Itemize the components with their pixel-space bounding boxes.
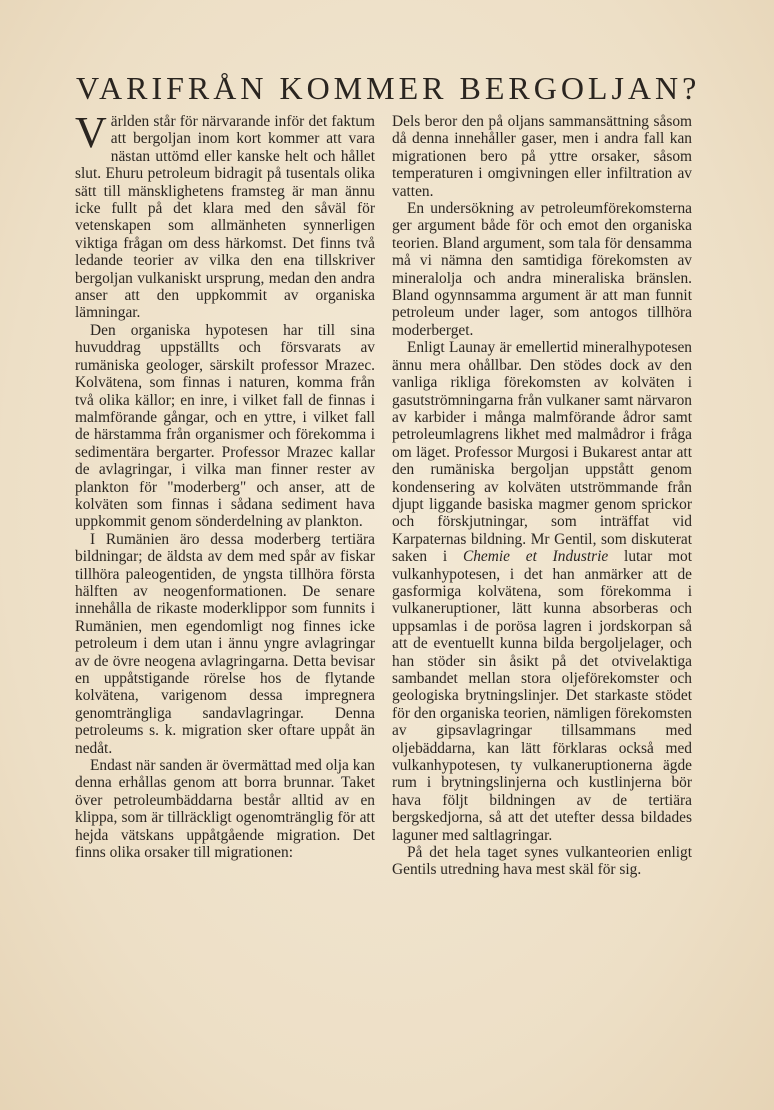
drop-cap: V xyxy=(75,108,107,157)
paragraph: Endast när sanden är övermättad med olja kan denna erhållas genom att borra brunnar. Taket över petroleumbäddarna består alltid av en klippa, som är tillräckligt ogenomtränglig för att hejda vätskans uppåtgående migration. Det finns olika orsaker till migrationen: xyxy=(75,757,375,862)
paragraph: Den organiska hypotesen har till sina huvuddrag uppställts och försvarats av rumäniska geologer, särskilt professor Mrazec. Kolvätena, som finnas i naturen, komma från två olika källor; en inre, i vilket fall de finnas i malmförande gångar, och en yttre, i vilket fall de härstamma från organismer och förekomma i sedimentära bergarter. Professor Mrazec kallar de avlagringar, i vilka man finner rester av plankton för "moderberg" och anser, att de kolväten som finnas i sådana sediment hava uppkommit genom sönderdelning av plankton. xyxy=(75,321,375,531)
paragraph: En undersökning av petroleumförekomsterna ger argument både för och emot den organiska teorien. Bland argument, som tala för densamma må vi nämna den samtidiga förekomsten av mineralolja och andra mineraliska bränslen. Bland ogynnsamma argument är att man funnit petroleum under lager, som antogos tillhöra moderberget. xyxy=(392,200,692,339)
paragraph xyxy=(75,108,375,322)
paragraph-text: lutar mot vulkanhypotesen, i det han anmärker att de gasformiga kolvätena, som förekomma i vulkaneruptioner, lätt kunna absorberas och uppsamlas i de porösa lagren i jordskorpan så att de eventuellt kunna bilda bergoljelager, och han stöder sin åsikt på det otvivelaktiga sambandet mellan stora oljeförekomster och geologiska brytningslinjer. Det starkaste stödet för den organiska teorien, nämligen förekomsten av gipsavlagringar tillsammans med oljebäddarna, kan lätt förklaras också med vulkanhypotesen, ty vulkaneruptionerna ägde rum i brytningslinjerna och kustlinjerna bör hava följt bildningen av de tertiära bergskedjorna, så att det utefter dessa bildades laguner med saltlagringar. xyxy=(392,548,693,844)
paragraph xyxy=(392,339,692,844)
left-column xyxy=(75,108,375,862)
paragraph-text: Enligt Launay är emellertid mineralhypotesen ännu mera ohållbar. Den stödes dock av den vanliga rikliga förekomsten av kolväten i gasutströmningarna från vulkaner samt närvaron av karbider i många malmförande ådror samt petroleumlagrens likhet med malmådror i fråga om läget. Professor Murgosi i Bukarest antar att den rumäniska bergoljan uppstått genom kondensering av kolväten utströmmande från djupt liggande basiska magmer genom sprickor och förskjutningar, som inträffat vid Karpaternas bildning. Mr Gentil, som diskuterat saken i xyxy=(392,339,692,566)
paragraph-text: ärlden står för närvarande inför det faktum att bergoljan inom kort kommer att vara nästan uttömd eller kanske helt och hållet slut. Ehuru petroleum bidragit på tusentals olika sätt till mänsklighetens framsteg är man ännu icke fullt på det klara med den såväl för vetenskapen som allmänheten synnerligen viktiga frågan om dess härkomst. Det finns två ledande teorier av vilka den ena tillskriver bergoljan vulkaniskt ursprung, medan den andra anser att den uppkommit av organiska lämningar. xyxy=(75,113,375,322)
right-column xyxy=(392,113,692,879)
paragraph: Dels beror den på oljans sammansättning såsom då denna innehåller gaser, men i andra fall kan migrationen bero på yttre orsaker, såsom temperaturen i omgivningen eller infiltration av vatten. xyxy=(392,113,692,200)
article-title: VARIFRÅN KOMMER BERGOLJAN? xyxy=(76,70,701,106)
paragraph: I Rumänien äro dessa moderberg tertiära bildningar; de äldsta av dem med spår av fiskar tillhöra paleogentiden, de yngsta tillhöra första hälften av neogenformationen. De senare innehålla de rikaste moderklippor som funnits i Rumänien, men egendomligt nog finnes icke petroleum i dem utan i ännu yngre avlagringar av de övre neogena avlagringarna. Detta bevisar en uppåtstigande rörelse hos de flytande kolvätena, varigenom dessa impregnera genomträngliga sandavlagringar. Denna petroleums s. k. migration sker oftare uppåt än nedåt. xyxy=(75,530,375,757)
paragraph: På det hela taget synes vulkanteorien enligt Gentils utredning hava mest skäl för sig. xyxy=(392,844,692,879)
journal-title: Chemie et Industrie xyxy=(462,548,609,566)
